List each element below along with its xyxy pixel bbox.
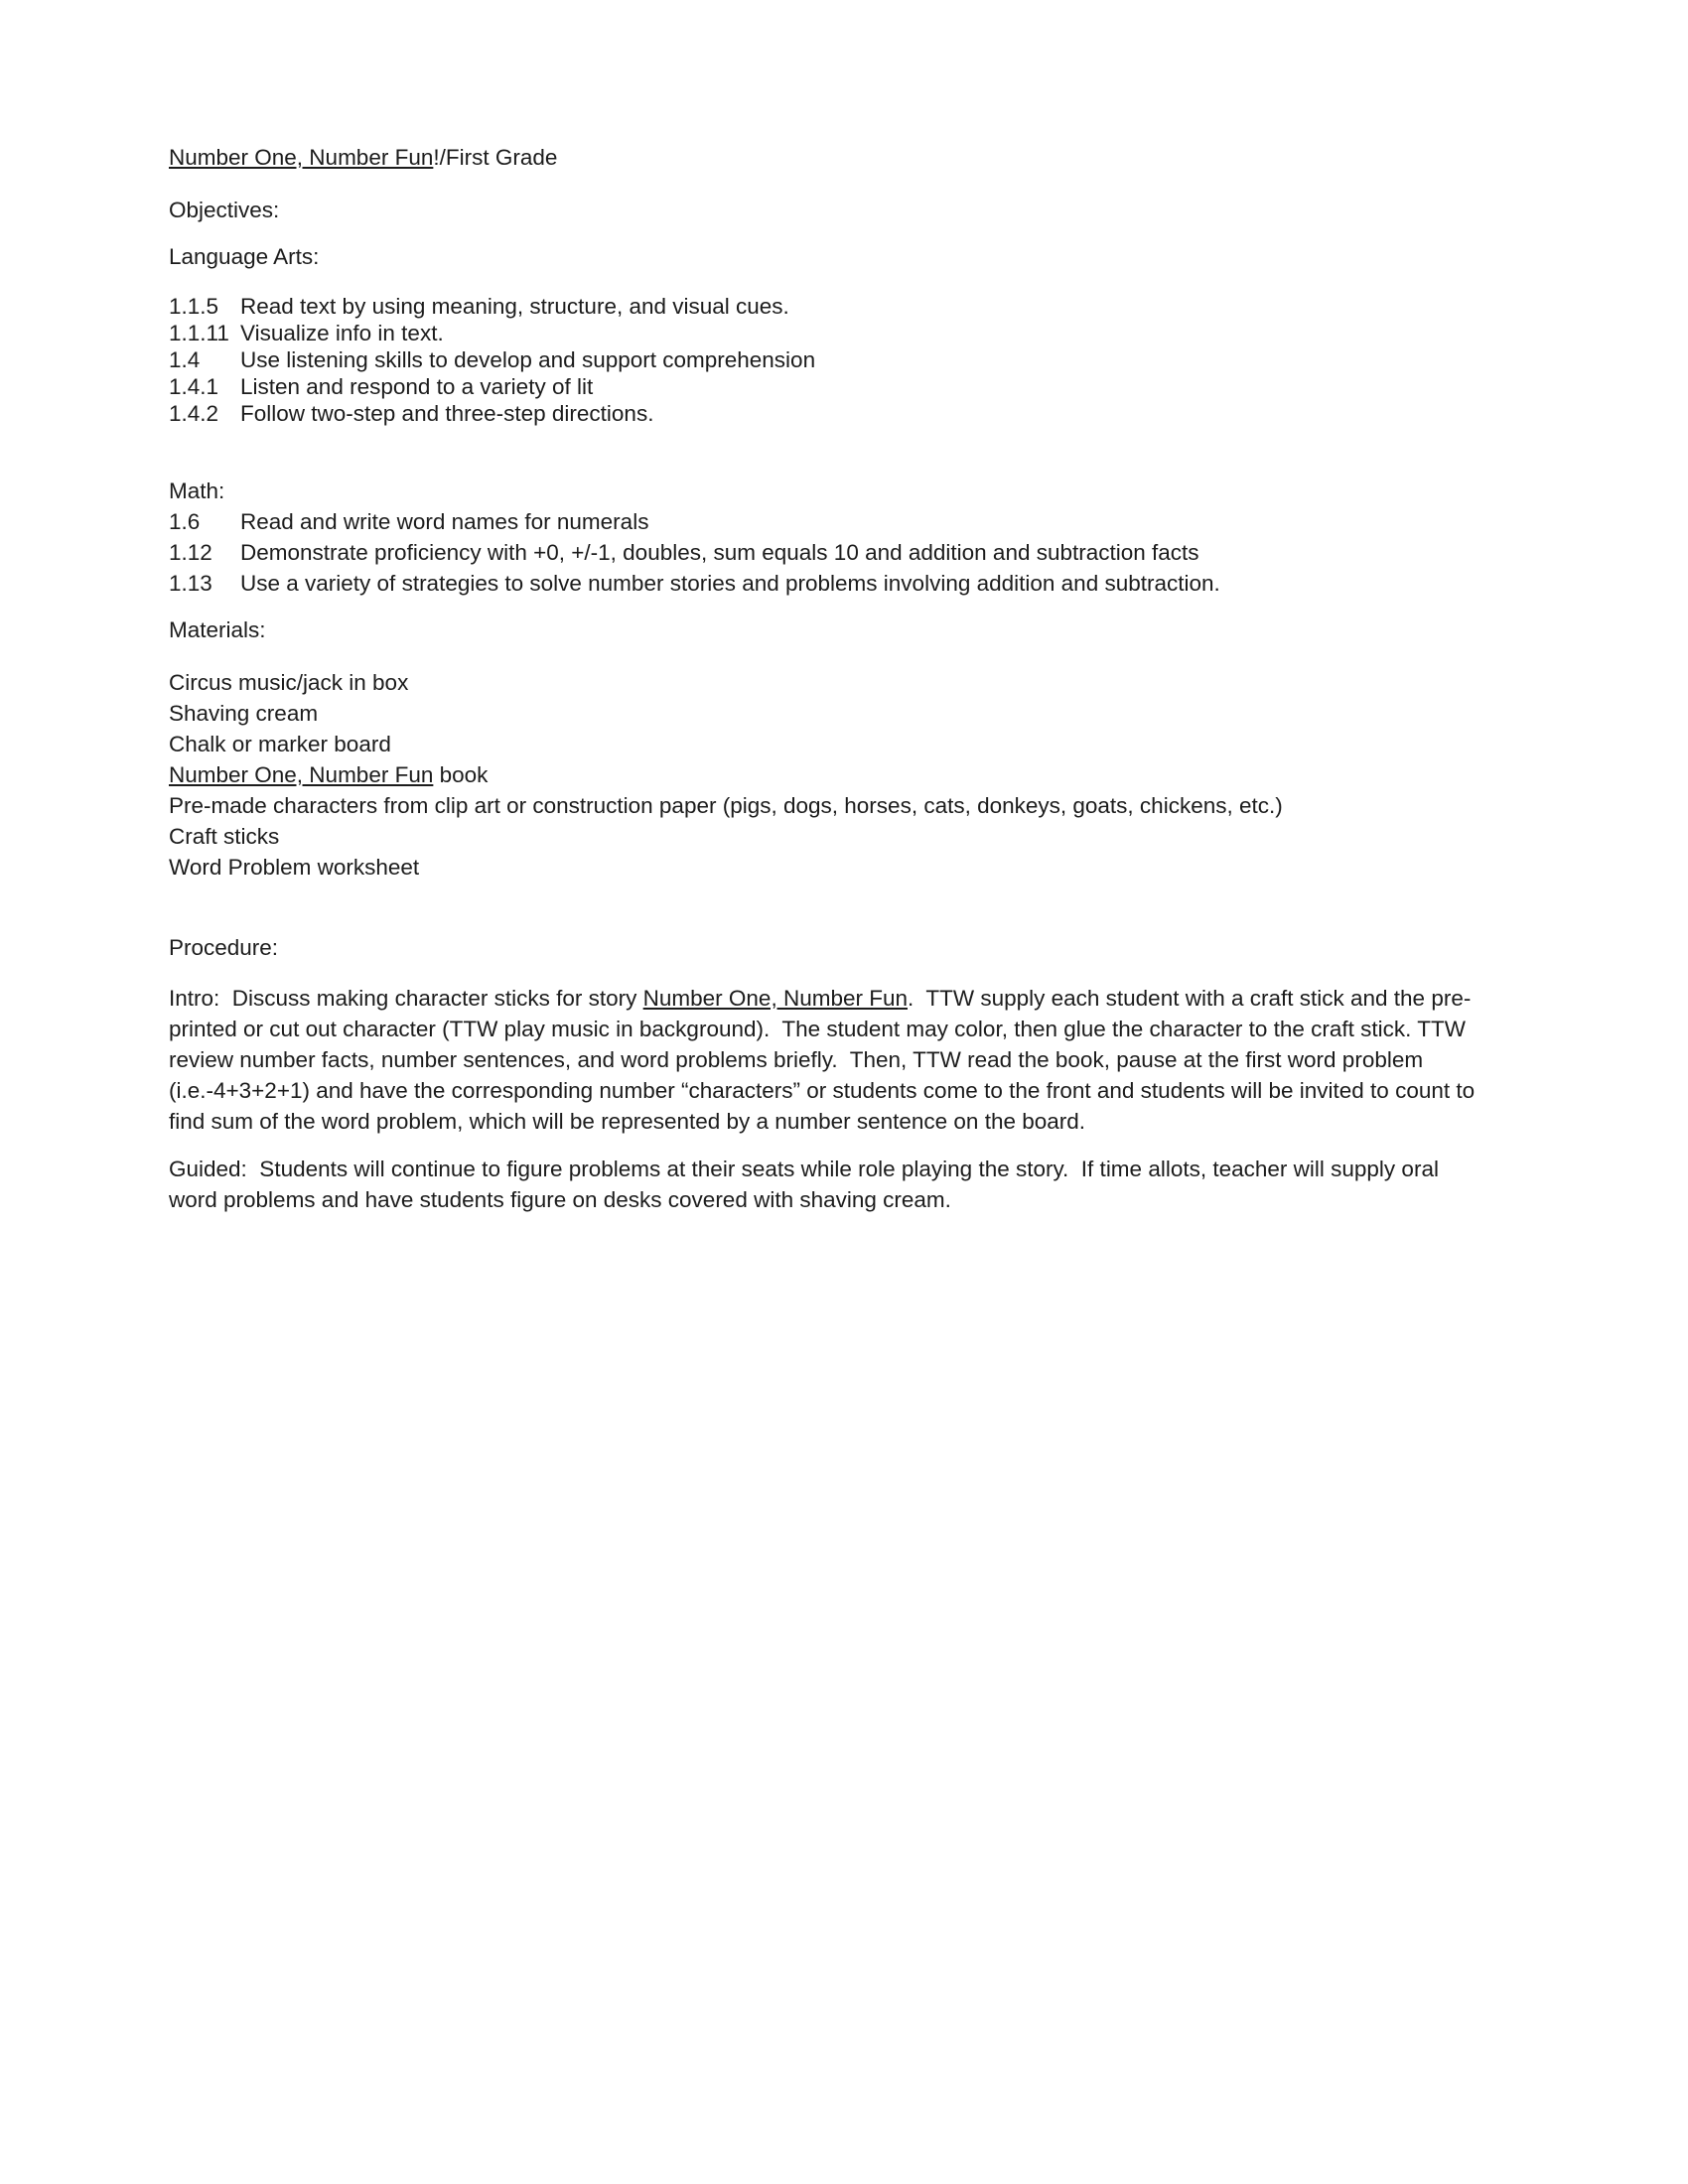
standard-text: Demonstrate proficiency with +0, +/-1, doubles, sum equals 10 and addition and subtraction facts [240,540,1199,565]
standard-code: 1.4.1 [169,374,219,399]
standard-code: 1.12 [169,540,212,565]
standard-text: Use listening skills to develop and support comprehension [240,347,816,372]
language-arts-heading: Language Arts: [169,244,320,269]
document-title [169,142,1477,173]
standard-item [169,568,1477,599]
standard-text: Read and write word names for numerals [240,509,649,534]
standard-code: 1.13 [169,571,212,596]
intro-text-after: . TTW supply each student with a craft stick and the pre-printed or cut out character (TTW play music in background). The student may color, then glue the character to the craft stick. TTW review number facts, number sentences, and word problems briefly. Then, TTW read the book, pause at the first word problem (i.e.-4+3+2+1) and have the corresponding number “characters” or students come to the front and students will be invited to count to find sum of the word problem, which will be represented by a number sentence on the board. [169,986,1481,1134]
standard-code: 1.4 [169,347,201,372]
standard-code: 1.1.5 [169,294,219,319]
intro-text-before: Intro: Discuss making character sticks for story [169,986,643,1011]
intro-book-title: Number One, Number Fun [642,986,908,1011]
materials-list [169,667,1477,883]
standard-code: 1.6 [169,509,201,534]
standard-item [169,506,1477,537]
material-item-book [169,759,1477,790]
standard-text: Listen and respond to a variety of lit [240,374,594,399]
book-title-underlined: Number One, Number Fun [169,762,434,787]
standard-item [169,320,1477,346]
math-heading: Math: [169,478,225,503]
book-title-rest: book [433,762,489,787]
title-grade: !/First Grade [433,145,558,170]
material-item: Pre-made characters from clip art or construction paper (pigs, dogs, horses, cats, donkeys, goats, chickens, etc.) [169,793,1283,818]
standard-code: 1.4.2 [169,401,219,426]
intro-paragraph [169,983,1481,1137]
standard-text: Visualize info in text. [240,321,444,345]
standard-item [169,400,1477,427]
materials-heading: Materials: [169,617,266,642]
objectives-heading: Objectives: [169,198,280,222]
standard-text: Follow two-step and three-step directions. [240,401,654,426]
standard-text: Read text by using meaning, structure, and visual cues. [240,294,789,319]
standard-code: 1.1.11 [169,321,229,345]
procedure-heading: Procedure: [169,935,279,960]
language-arts-standards-list [169,293,1477,427]
standard-item [169,537,1477,568]
standard-item [169,346,1477,373]
material-item: Circus music/jack in box [169,670,409,695]
material-item: Chalk or marker board [169,732,391,756]
material-item: Shaving cream [169,701,319,726]
standard-item [169,373,1477,400]
material-item: Word Problem worksheet [169,855,420,880]
standard-item [169,293,1477,320]
math-standards-list [169,506,1477,599]
guided-paragraph: Guided: Students will continue to figure problems at their seats while role playing the story. If time allots, teacher will supply oral word problems and have students figure on desks covered with shaving cream. [169,1157,1446,1212]
title-book-name: Number One, Number Fun [169,145,434,170]
standard-text: Use a variety of strategies to solve number stories and problems involving addition and subtraction. [240,571,1220,596]
material-item: Craft sticks [169,824,280,849]
